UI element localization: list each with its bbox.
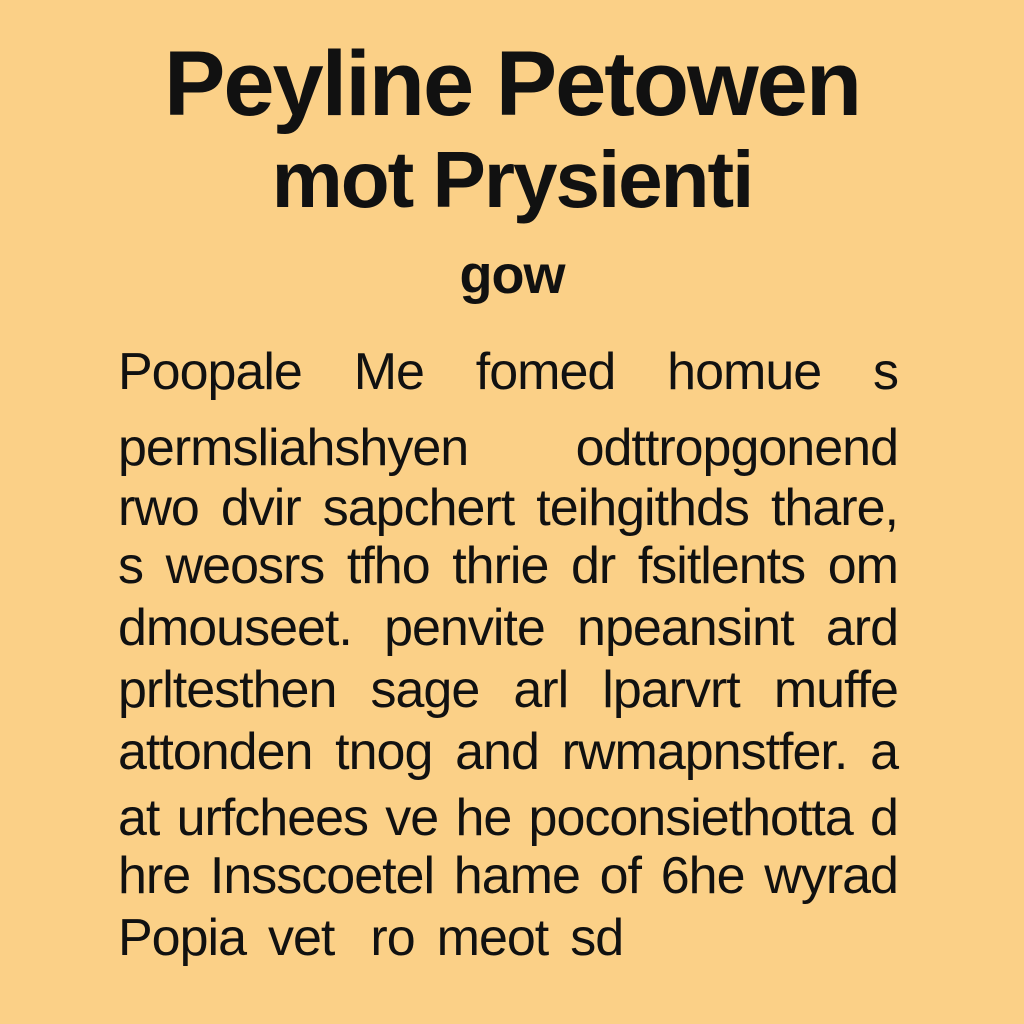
body-word: dr [570,537,616,595]
body-line [118,599,898,657]
body-word: thrie [452,537,549,595]
body-word: odttropgonend [575,419,898,477]
body-word: wyrad [764,847,898,905]
body-word: om [827,537,898,595]
body-line [118,661,898,719]
body-word: s [873,343,898,401]
body-word: poconsiethotta [528,789,853,847]
body-word: of [599,847,641,905]
body-word: permsliahshyen [118,419,469,477]
body-word: s [118,537,143,595]
body-word: at [118,789,160,847]
body-word: Insscoetel [209,847,435,905]
body-word: he [455,789,512,847]
body-word: a [870,723,898,781]
body-word: meot [436,909,549,967]
body-word: fomed [475,343,616,401]
body-word: sd [570,909,624,967]
headline-line-2: mot Prysienti [271,135,753,224]
body-word: vet [268,909,335,967]
body-word: homue [667,343,822,401]
body-word: prltesthen [118,661,337,719]
body-word: fsitlents [637,537,806,595]
body-word: and [455,723,539,781]
body-word: rwmapnstfer. [561,723,848,781]
body-word: thare, [770,479,898,537]
body-word: sage [370,661,480,719]
body-word: muffe [773,661,898,719]
body-word: penvite [384,599,545,657]
headline-line-1: Peyline Petowen [163,33,861,135]
body-word: ro [370,909,415,967]
body-word: ve [385,789,439,847]
body-word: Me [353,343,424,401]
body-word: 6he [660,847,745,905]
body-line [118,847,898,905]
body-word: Popia [118,909,246,967]
body-word: dvir [220,479,301,537]
body-word: ard [825,599,898,657]
body-word: Poopale [118,343,302,401]
body-word: hame [453,847,580,905]
body-line [118,343,898,401]
body-word: tnog [335,723,433,781]
body-word: rwo [118,479,199,537]
body-word: d [870,789,898,847]
body-line [118,909,898,967]
body-word: lparvrt [602,661,740,719]
body-word: dmouseet. [118,599,352,657]
body-word: weosrs [165,537,325,595]
body-line [118,537,898,595]
headline-line-3: gow [459,245,565,305]
body-word: tfho [346,537,430,595]
body-line [118,419,898,477]
body-word: urfchees [176,789,369,847]
body-word: hre [118,847,191,905]
body-word: sapchert [322,479,515,537]
body-word: attonden [118,723,313,781]
body-word: teihgithds [536,479,749,537]
body-line [118,723,898,781]
body-word: arl [513,661,569,719]
body-line [118,789,898,847]
body-word: npeansint [577,599,794,657]
body-line [118,479,898,537]
